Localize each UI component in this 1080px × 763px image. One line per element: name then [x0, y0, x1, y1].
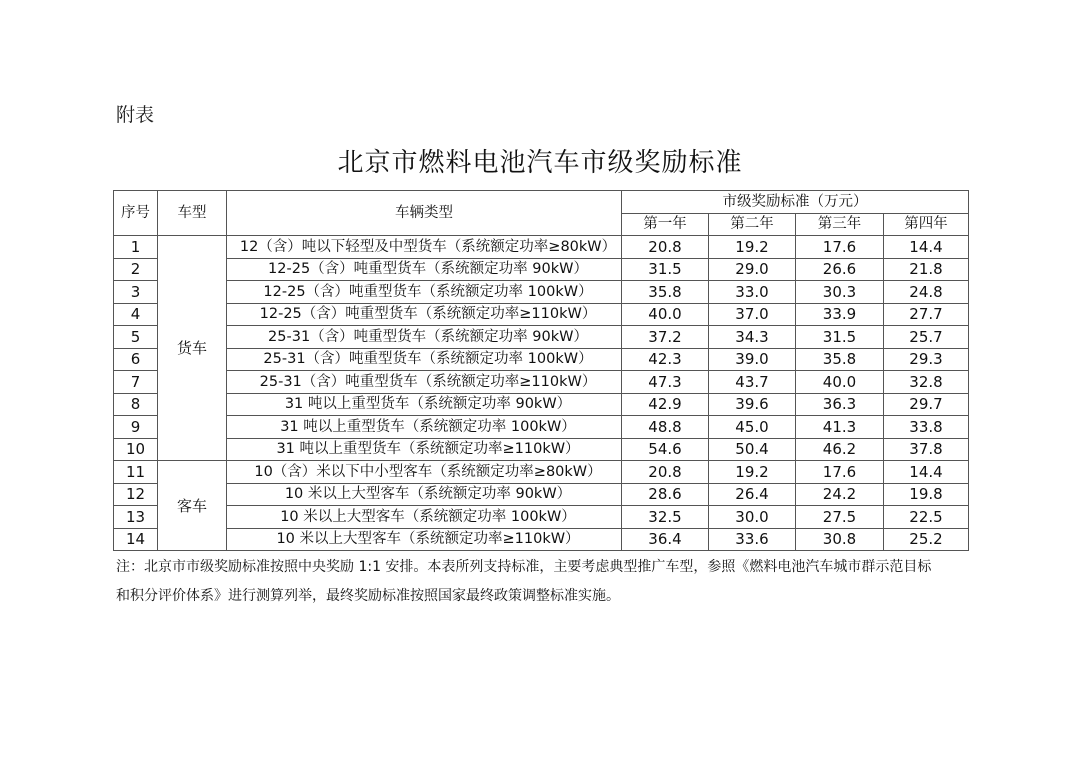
- footnote: [116, 553, 976, 611]
- reward-year-2-cell: 39.0: [709, 348, 796, 371]
- row-vehicle-type: 25-31（含）吨重型货车（系统额定功率≥110kW）: [227, 371, 622, 394]
- reward-year-2-cell: 19.2: [709, 461, 796, 484]
- reward-year-2-cell: 19.2: [709, 236, 796, 259]
- row-vehicle-type: 31 吨以上重型货车（系统额定功率≥110kW）: [227, 438, 622, 461]
- reward-year-3-cell: 26.6: [796, 258, 884, 281]
- header-vehicle-class: 车型: [158, 191, 227, 236]
- reward-year-3-cell: 17.6: [796, 236, 884, 259]
- row-seq: 1: [114, 236, 158, 259]
- reward-year-3-cell: 24.2: [796, 483, 884, 506]
- table-row: [114, 506, 969, 529]
- row-seq: 10: [114, 438, 158, 461]
- reward-year-4-cell: 25.7: [884, 326, 969, 349]
- header-year-2: 第二年: [709, 213, 796, 236]
- reward-year-4-cell: 27.7: [884, 303, 969, 326]
- reward-year-3-cell: 46.2: [796, 438, 884, 461]
- row-seq: 14: [114, 528, 158, 551]
- row-vehicle-type: 10 米以上大型客车（系统额定功率 90kW）: [227, 483, 622, 506]
- reward-year-4-cell: 14.4: [884, 461, 969, 484]
- row-vehicle-type: 25-31（含）吨重型货车（系统额定功率 90kW）: [227, 326, 622, 349]
- reward-year-3-cell: 17.6: [796, 461, 884, 484]
- header-year-1: 第一年: [622, 213, 709, 236]
- reward-year-1-cell: 20.8: [622, 461, 709, 484]
- header-year-4: 第四年: [884, 213, 969, 236]
- reward-year-4-cell: 32.8: [884, 371, 969, 394]
- header-year-3: 第三年: [796, 213, 884, 236]
- table-row: [114, 438, 969, 461]
- reward-year-1-cell: 31.5: [622, 258, 709, 281]
- table-row: [114, 303, 969, 326]
- reward-standard-table: [113, 190, 969, 551]
- row-seq: 8: [114, 393, 158, 416]
- reward-year-1-cell: 32.5: [622, 506, 709, 529]
- footnote-line-1: 注：北京市市级奖励标准按照中央奖励 1:1 安排。本表所列支持标准，主要考虑典型推广车型，参照《燃料电池汽车城市群示范目标: [116, 559, 932, 575]
- row-seq: 12: [114, 483, 158, 506]
- reward-year-2-cell: 37.0: [709, 303, 796, 326]
- reward-year-1-cell: 20.8: [622, 236, 709, 259]
- reward-year-3-cell: 31.5: [796, 326, 884, 349]
- row-vehicle-type: 31 吨以上重型货车（系统额定功率 100kW）: [227, 416, 622, 439]
- reward-year-1-cell: 37.2: [622, 326, 709, 349]
- table-body: [114, 236, 969, 551]
- reward-year-3-cell: 30.3: [796, 281, 884, 304]
- table-row: [114, 326, 969, 349]
- header-seq: 序号: [114, 191, 158, 236]
- reward-year-4-cell: 25.2: [884, 528, 969, 551]
- table-row: [114, 258, 969, 281]
- row-seq: 4: [114, 303, 158, 326]
- header-vehicle-type: 车辆类型: [227, 191, 622, 236]
- reward-year-1-cell: 35.8: [622, 281, 709, 304]
- vehicle-class-cell: 客车: [158, 461, 227, 551]
- reward-year-2-cell: 33.0: [709, 281, 796, 304]
- reward-year-1-cell: 40.0: [622, 303, 709, 326]
- row-vehicle-type: 12-25（含）吨重型货车（系统额定功率 90kW）: [227, 258, 622, 281]
- reward-year-4-cell: 22.5: [884, 506, 969, 529]
- reward-year-2-cell: 26.4: [709, 483, 796, 506]
- table-row: [114, 483, 969, 506]
- reward-year-2-cell: 34.3: [709, 326, 796, 349]
- reward-year-1-cell: 42.3: [622, 348, 709, 371]
- row-seq: 6: [114, 348, 158, 371]
- row-seq: 7: [114, 371, 158, 394]
- reward-year-1-cell: 42.9: [622, 393, 709, 416]
- reward-year-3-cell: 40.0: [796, 371, 884, 394]
- vehicle-class-cell: 货车: [158, 236, 227, 461]
- reward-year-3-cell: 41.3: [796, 416, 884, 439]
- reward-year-1-cell: 47.3: [622, 371, 709, 394]
- row-seq: 3: [114, 281, 158, 304]
- document-title: 北京市燃料电池汽车市级奖励标准: [337, 148, 743, 178]
- row-seq: 5: [114, 326, 158, 349]
- row-vehicle-type: 31 吨以上重型货车（系统额定功率 90kW）: [227, 393, 622, 416]
- reward-year-2-cell: 29.0: [709, 258, 796, 281]
- row-seq: 13: [114, 506, 158, 529]
- row-vehicle-type: 12-25（含）吨重型货车（系统额定功率≥110kW）: [227, 303, 622, 326]
- row-vehicle-type: 25-31（含）吨重型货车（系统额定功率 100kW）: [227, 348, 622, 371]
- attachment-label: 附表: [116, 104, 155, 126]
- reward-year-4-cell: 24.8: [884, 281, 969, 304]
- table-row: [114, 393, 969, 416]
- reward-year-4-cell: 37.8: [884, 438, 969, 461]
- table-row: [114, 528, 969, 551]
- reward-year-4-cell: 21.8: [884, 258, 969, 281]
- footnote-line-2: 和积分评价体系》进行测算列举，最终奖励标准按照国家最终政策调整标准实施。: [116, 588, 620, 604]
- reward-year-4-cell: 14.4: [884, 236, 969, 259]
- reward-year-4-cell: 29.7: [884, 393, 969, 416]
- reward-year-2-cell: 30.0: [709, 506, 796, 529]
- row-seq: 9: [114, 416, 158, 439]
- table-row: [114, 461, 969, 484]
- table-header-row: [114, 191, 969, 214]
- reward-year-4-cell: 33.8: [884, 416, 969, 439]
- table-row: [114, 348, 969, 371]
- reward-year-3-cell: 27.5: [796, 506, 884, 529]
- reward-year-2-cell: 39.6: [709, 393, 796, 416]
- reward-year-4-cell: 29.3: [884, 348, 969, 371]
- reward-year-1-cell: 36.4: [622, 528, 709, 551]
- reward-year-2-cell: 33.6: [709, 528, 796, 551]
- reward-year-3-cell: 35.8: [796, 348, 884, 371]
- table-row: [114, 371, 969, 394]
- reward-year-4-cell: 19.8: [884, 483, 969, 506]
- reward-year-2-cell: 43.7: [709, 371, 796, 394]
- row-vehicle-type: 10 米以上大型客车（系统额定功率 100kW）: [227, 506, 622, 529]
- reward-year-2-cell: 45.0: [709, 416, 796, 439]
- row-seq: 2: [114, 258, 158, 281]
- reward-year-1-cell: 48.8: [622, 416, 709, 439]
- reward-year-1-cell: 54.6: [622, 438, 709, 461]
- reward-year-1-cell: 28.6: [622, 483, 709, 506]
- row-seq: 11: [114, 461, 158, 484]
- reward-year-3-cell: 36.3: [796, 393, 884, 416]
- header-reward-group: 市级奖励标准（万元）: [622, 191, 969, 214]
- row-vehicle-type: 12-25（含）吨重型货车（系统额定功率 100kW）: [227, 281, 622, 304]
- table-row: [114, 236, 969, 259]
- row-vehicle-type: 10 米以上大型客车（系统额定功率≥110kW）: [227, 528, 622, 551]
- row-vehicle-type: 12（含）吨以下轻型及中型货车（系统额定功率≥80kW）: [227, 236, 622, 259]
- table-row: [114, 416, 969, 439]
- row-vehicle-type: 10（含）米以下中小型客车（系统额定功率≥80kW）: [227, 461, 622, 484]
- reward-year-3-cell: 33.9: [796, 303, 884, 326]
- reward-year-2-cell: 50.4: [709, 438, 796, 461]
- table-row: [114, 281, 969, 304]
- reward-year-3-cell: 30.8: [796, 528, 884, 551]
